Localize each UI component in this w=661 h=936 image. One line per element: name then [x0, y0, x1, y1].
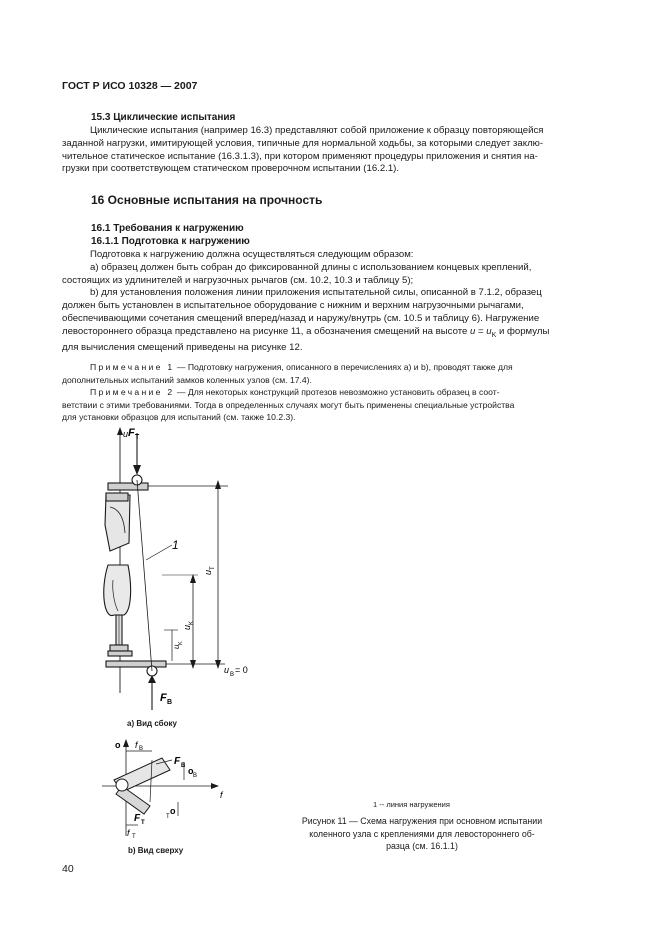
fb-offset-sub: B	[139, 746, 144, 752]
text-line: грузки при соответствующем статическом проверочном испытании (16.2.1).	[62, 163, 400, 175]
fb-label: F	[160, 692, 167, 704]
fb-top-label: F	[174, 756, 181, 767]
note-1-line	[62, 361, 598, 374]
text-line: b) для установления положения линии приложения испытательной силы, описанной в 7.1.2, образец	[90, 287, 542, 299]
socket	[105, 495, 130, 551]
bottom-adapter	[110, 645, 128, 651]
text-line: должен быть установлен в испытательное оборудование с нижним и верхним нагрузочными рычагами,	[62, 300, 524, 312]
note-label: Примечание 2	[90, 387, 175, 398]
view-a-label: a) Вид сбоку	[127, 719, 177, 728]
fb-offset-label: f	[135, 740, 138, 750]
ut-arrow-top	[215, 480, 221, 489]
o-axis-arrow	[123, 739, 129, 747]
knee-unit	[104, 565, 131, 616]
figure-top-view	[92, 736, 232, 841]
uk-sub: K	[189, 620, 195, 625]
formula-sub: K	[491, 331, 497, 339]
formula-eq: =	[475, 325, 487, 337]
section-16-1-1-text	[62, 249, 598, 355]
note-2-line: ветствии с этими требованиями. Тогда в определенных случаях могут быть применены специальные устройства	[62, 399, 515, 410]
section-16-1-1-heading: 16.1.1 Подготовка к нагружению	[91, 236, 250, 247]
o-axis-label: o	[115, 740, 121, 750]
section-15-3-heading: 15.3 Циклические испытания	[91, 112, 236, 123]
ub-sub: B	[230, 672, 235, 678]
notes-block	[62, 361, 598, 424]
note-2-line: для установки образцов для испытаний (см. также 10.2.3).	[62, 412, 296, 423]
ot-offset-sub: T	[166, 814, 170, 820]
view-b-label: b) Вид сверху	[128, 846, 184, 855]
ut-sub: T	[210, 566, 216, 570]
note-text: — Для некоторых конструкций протезов невозможно установить образец в соот-	[174, 387, 500, 398]
bottom-adapter-2	[108, 651, 132, 656]
page-number: 40	[62, 863, 74, 875]
text-fragment: левостороннего образца представлено на рисунке 11, а обозначения смещений на высоте	[62, 325, 468, 337]
uk-arrow-top	[190, 574, 196, 583]
ob-offset-sub: B	[193, 773, 198, 779]
figure-caption	[282, 815, 562, 853]
f-axis-arrow	[211, 783, 219, 789]
note-text: — Подготовку нагружения, описанного в перечислениях a) и b), проводят также для	[174, 362, 513, 372]
uk-arrow-bottom	[190, 660, 196, 669]
formula-u: u	[470, 325, 476, 337]
pylon-section	[116, 779, 128, 791]
fb-sub: B	[167, 699, 173, 706]
u-axis-label: u	[123, 429, 129, 439]
ft-offset-sub: T	[132, 834, 136, 840]
caption-line: разца (см. 16.1.1)	[386, 841, 458, 852]
ft-sub: T	[135, 434, 140, 441]
section-16-1-heading: 16.1 Требования к нагружению	[91, 223, 244, 234]
ft-label: F	[128, 427, 135, 439]
text-line: a) образец должен быть собран до фиксированной длины с использованием концевых креплений,	[90, 261, 532, 273]
ot-offset-label: o	[170, 806, 176, 816]
fb-top-sub: B	[181, 763, 186, 769]
f-axis-label: f	[220, 790, 223, 800]
ob-offset-label: o	[188, 766, 194, 776]
top-plate	[108, 483, 148, 490]
ft-top-sub: T	[141, 820, 145, 826]
leader-1	[146, 545, 172, 560]
text-line: для вычисления смещений приведены на рисунке 12.	[62, 342, 303, 354]
ut-arrow-bottom	[215, 660, 221, 669]
note-2-line	[62, 386, 598, 399]
formula-uk: u	[486, 325, 492, 337]
ub-eq: = 0	[235, 665, 248, 675]
note-label: Примечание 1	[90, 362, 175, 372]
text-line: состоящих из удлинителей и нагрузочных рычагов (см. 10.2, 10.3 и таблицу 5);	[62, 274, 414, 286]
fb-arrowhead	[148, 675, 156, 683]
text-line: чительное статическое испытание (16.3.1.3), при котором применяют процедуры приложения и снятия на-	[62, 150, 538, 162]
text-line: обеспечивающими сочетания смещений вперед/назад и наружу/внутрь (см. 10.5 и таблицу 6). Нагружение	[62, 312, 540, 324]
ft-top-label: F	[134, 813, 141, 824]
ft-offset-label: f	[127, 828, 130, 838]
caption-line: Рисунок 11 — Схема нагружения при основном испытании	[301, 816, 543, 826]
ua-sub: K	[178, 641, 184, 645]
text-line: Циклические испытания (например 16.3) представляют собой приложение к образцу повторяющейся	[90, 125, 544, 136]
text-line	[62, 326, 598, 343]
ua-label: u	[172, 644, 181, 649]
load-line	[137, 480, 152, 671]
bottom-plate	[106, 661, 166, 667]
note-1-line: дополнительных испытаний замков коленных узлов (см. 17.4).	[62, 374, 312, 385]
uk-label: u	[182, 624, 192, 630]
ft-arrowhead	[133, 465, 141, 475]
running-header: ГОСТ Р ИСО 10328 — 2007	[62, 80, 198, 92]
section-15-3-text	[62, 125, 598, 176]
text-line: Подготовка к нагружению должна осуществляться следующим образом:	[90, 249, 414, 260]
ut-label: u	[203, 569, 213, 575]
section-16-heading: 16 Основные испытания на прочность	[91, 193, 323, 207]
caption-line: коленного узла с креплениями для левостороннего об-	[309, 828, 535, 839]
text-fragment: и формулы	[496, 325, 550, 337]
ub-label: u	[224, 665, 230, 675]
figure-side-view	[80, 425, 270, 725]
marker-1: 1	[172, 538, 179, 552]
figure-legend: 1 -- линия нагружения	[373, 800, 450, 809]
text-line: заданной нагрузки, имитирующей условия, типичные для нормальной ходьбы, за которыми следует заклю-	[62, 137, 544, 149]
socket-clamp	[106, 493, 128, 501]
